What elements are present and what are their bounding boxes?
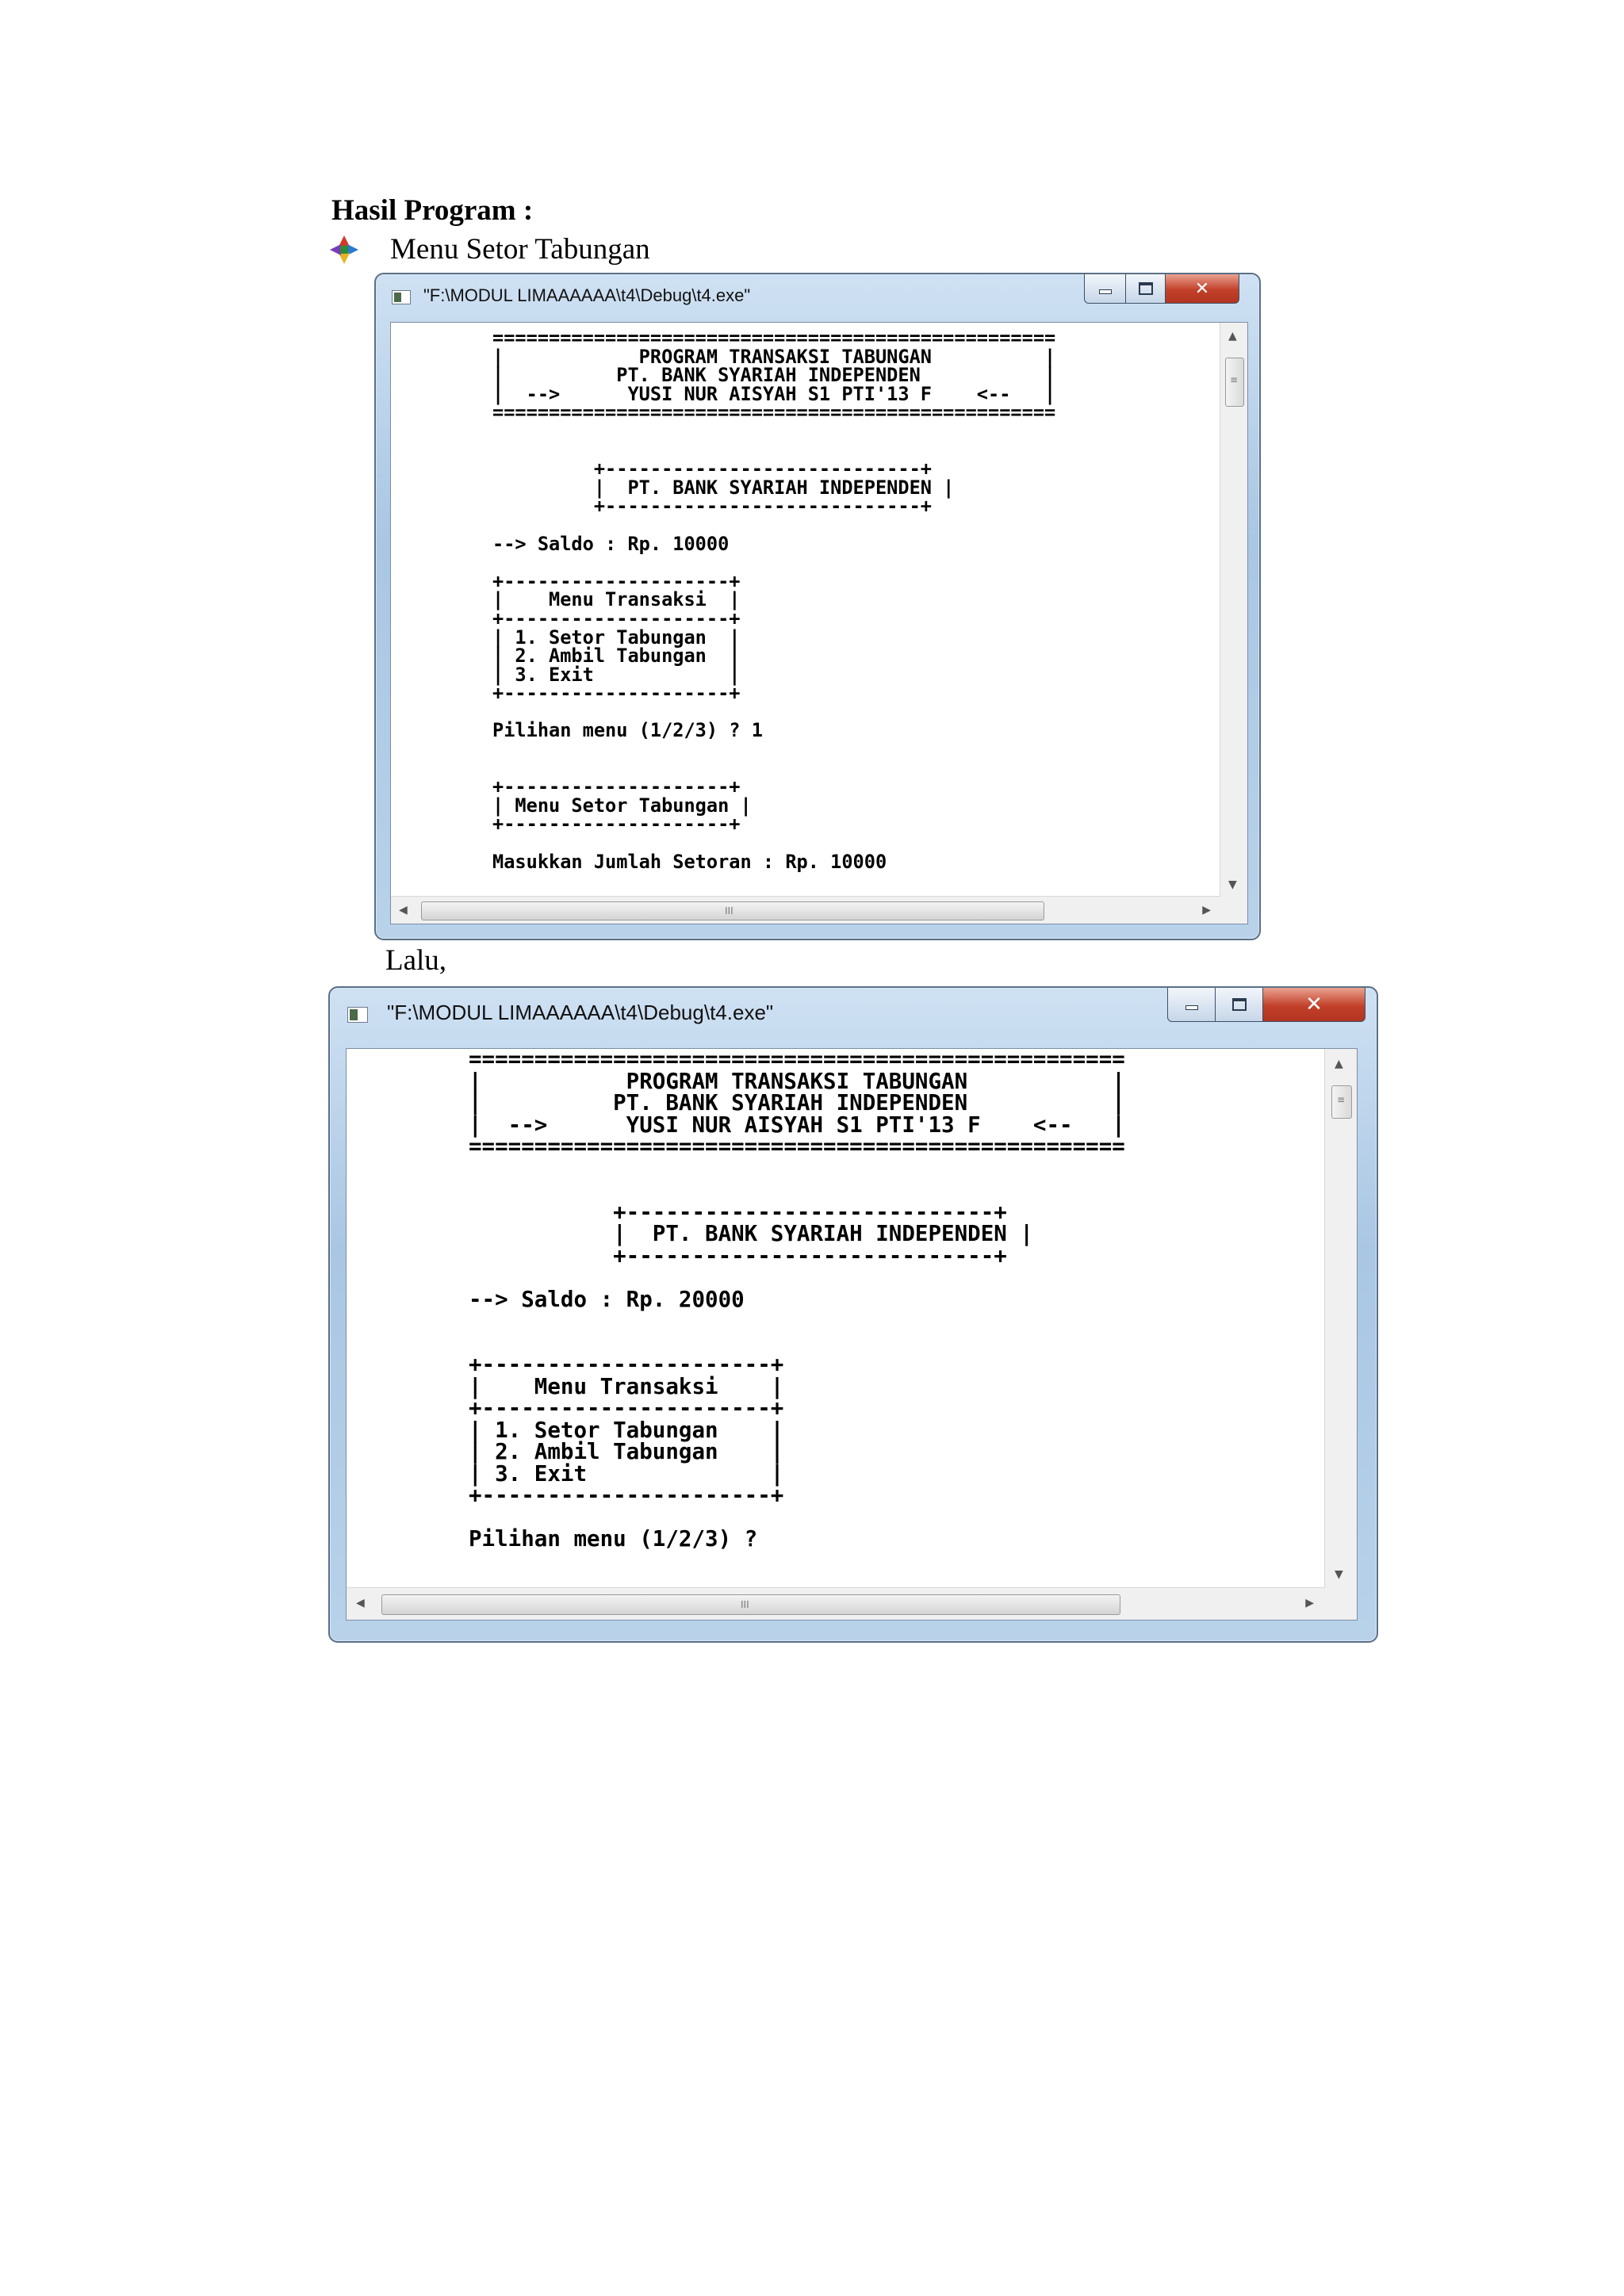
console-line: | PROGRAM TRANSAKSI TABUNGAN | <box>469 1068 1125 1094</box>
console-line: +----------------------------+ <box>469 1242 1007 1269</box>
title-bar[interactable] <box>330 988 1377 1029</box>
console-line: | PT. BANK SYARIAH INDEPENDEN | <box>492 364 1056 387</box>
maximize-icon <box>1139 282 1153 295</box>
console-line: | 1. Setor Tabungan | <box>469 1417 784 1443</box>
console-line: ================================================== <box>469 1134 1125 1159</box>
console-line: Pilihan menu (1/2/3) ? 1 <box>492 719 763 742</box>
console-line: +----------------------------+ <box>492 457 932 480</box>
horizontal-scroll-thumb[interactable] <box>381 1594 1120 1615</box>
minimize-icon <box>1099 289 1112 294</box>
console-line: +----------------------------+ <box>469 1199 1007 1225</box>
console-line: | Menu Transaksi | <box>469 1373 784 1399</box>
colored-arrow-bullet-icon <box>328 234 360 266</box>
console-window-1 <box>374 273 1261 940</box>
grip-icon: ≡ <box>1337 1094 1346 1105</box>
console-line: +----------------------+ <box>469 1483 784 1508</box>
arrow-up-icon[interactable]: ▲ <box>1228 330 1237 342</box>
console-line <box>469 1333 1125 1355</box>
console-line: Masukkan Jumlah Setoran : Rp. 10000 <box>492 850 887 873</box>
console-line: | 2. Ambil Tabungan | <box>469 1439 784 1464</box>
console-line: +--------------------+ <box>492 775 741 798</box>
console-area[interactable] <box>390 322 1248 924</box>
maximize-button[interactable] <box>1215 988 1264 1022</box>
console-line: | 3. Exit | <box>492 663 741 686</box>
console-line: ================================================== <box>469 1048 1125 1072</box>
console-output <box>492 329 1055 871</box>
console-line <box>469 1267 1125 1289</box>
console-output <box>469 1049 1125 1551</box>
console-line <box>469 1311 1125 1333</box>
console-line: | PT. BANK SYARIAH INDEPENDEN | <box>469 1090 1125 1115</box>
horizontal-scrollbar[interactable] <box>347 1587 1325 1620</box>
console-line: | 3. Exit | <box>469 1460 784 1487</box>
console-area[interactable] <box>346 1048 1358 1621</box>
grip-icon: ≡ <box>1230 374 1239 385</box>
close-button[interactable] <box>1262 988 1365 1022</box>
minimize-icon <box>1185 1005 1198 1010</box>
arrow-left-icon[interactable]: ◀ <box>399 904 408 916</box>
vertical-scrollbar[interactable] <box>1220 323 1247 897</box>
console-line: | --> YUSI NUR AISYAH S1 PTI'13 F <-- | <box>492 382 1056 405</box>
vertical-scroll-thumb[interactable] <box>1331 1085 1352 1119</box>
console-line <box>492 516 1055 535</box>
vertical-scroll-thumb[interactable] <box>1225 358 1244 407</box>
arrow-right-icon[interactable]: ▶ <box>1202 904 1211 916</box>
horizontal-scroll-thumb[interactable] <box>421 901 1044 920</box>
console-line: | PT. BANK SYARIAH INDEPENDEN | <box>469 1221 1033 1246</box>
console-line: | PROGRAM TRANSAKSI TABUNGAN | <box>492 345 1056 368</box>
console-line: | 2. Ambil Tabungan | <box>492 645 741 668</box>
console-line: ================================================== <box>492 327 1056 349</box>
console-line: +--------------------+ <box>492 607 741 629</box>
minimize-button[interactable] <box>1084 274 1127 304</box>
console-line: | Menu Setor Tabungan | <box>492 794 752 817</box>
console-line: | PT. BANK SYARIAH INDEPENDEN | <box>492 476 955 499</box>
page-heading: Hasil Program : <box>331 194 534 227</box>
console-line: +--------------------+ <box>492 682 741 705</box>
resize-grip[interactable] <box>1325 1588 1357 1620</box>
console-line: +--------------------+ <box>492 569 741 592</box>
caption-text: Lalu, <box>385 944 447 977</box>
console-line: | Menu Transaksi | <box>492 588 741 611</box>
console-line: | 1. Setor Tabungan | <box>492 626 741 649</box>
console-line <box>492 423 1055 442</box>
console-line <box>469 1507 1125 1529</box>
close-icon: ✕ <box>1305 993 1323 1016</box>
maximize-icon <box>1232 998 1247 1011</box>
arrow-down-icon[interactable]: ▼ <box>1335 1568 1343 1581</box>
close-button[interactable] <box>1165 274 1239 304</box>
arrow-left-icon[interactable]: ◀ <box>356 1597 365 1609</box>
horizontal-scrollbar[interactable] <box>391 896 1220 924</box>
console-window-2 <box>328 986 1378 1643</box>
console-line: +----------------------+ <box>469 1352 784 1377</box>
console-line: --> Saldo : Rp. 20000 <box>469 1286 745 1312</box>
console-app-icon <box>347 1007 368 1023</box>
console-line: +----------------------------+ <box>492 495 932 518</box>
maximize-button[interactable] <box>1125 274 1166 304</box>
close-icon: ✕ <box>1194 278 1210 299</box>
console-line: | --> YUSI NUR AISYAH S1 PTI'13 F <-- | <box>469 1112 1125 1138</box>
window-title: "F:\MODUL LIMAAAAAA\t4\Debug\t4.exe" <box>387 1001 774 1024</box>
grip-icon: III <box>741 1599 749 1610</box>
console-line: --> Saldo : Rp. 10000 <box>492 532 730 555</box>
vertical-scrollbar[interactable] <box>1324 1049 1357 1588</box>
minimize-button[interactable] <box>1167 988 1216 1022</box>
arrow-right-icon[interactable]: ▶ <box>1305 1597 1314 1609</box>
console-line <box>469 1158 1125 1181</box>
console-line: +--------------------+ <box>492 813 741 836</box>
console-line: Pilihan menu (1/2/3) ? <box>469 1526 758 1552</box>
arrow-up-icon[interactable]: ▲ <box>1335 1058 1343 1070</box>
grip-icon: III <box>725 905 733 916</box>
console-line: +----------------------+ <box>469 1395 784 1421</box>
console-line <box>492 740 1055 760</box>
window-title: "F:\MODUL LIMAAAAAA\t4\Debug\t4.exe" <box>423 285 751 305</box>
console-app-icon <box>392 290 411 304</box>
console-line: ================================================== <box>492 401 1056 424</box>
console-line <box>469 1180 1125 1202</box>
arrow-down-icon[interactable]: ▼ <box>1228 878 1237 891</box>
bullet-item <box>328 232 650 266</box>
bullet-text: Menu Setor Tabungan <box>390 233 650 266</box>
title-bar[interactable] <box>376 274 1259 314</box>
resize-grip[interactable] <box>1220 897 1247 924</box>
